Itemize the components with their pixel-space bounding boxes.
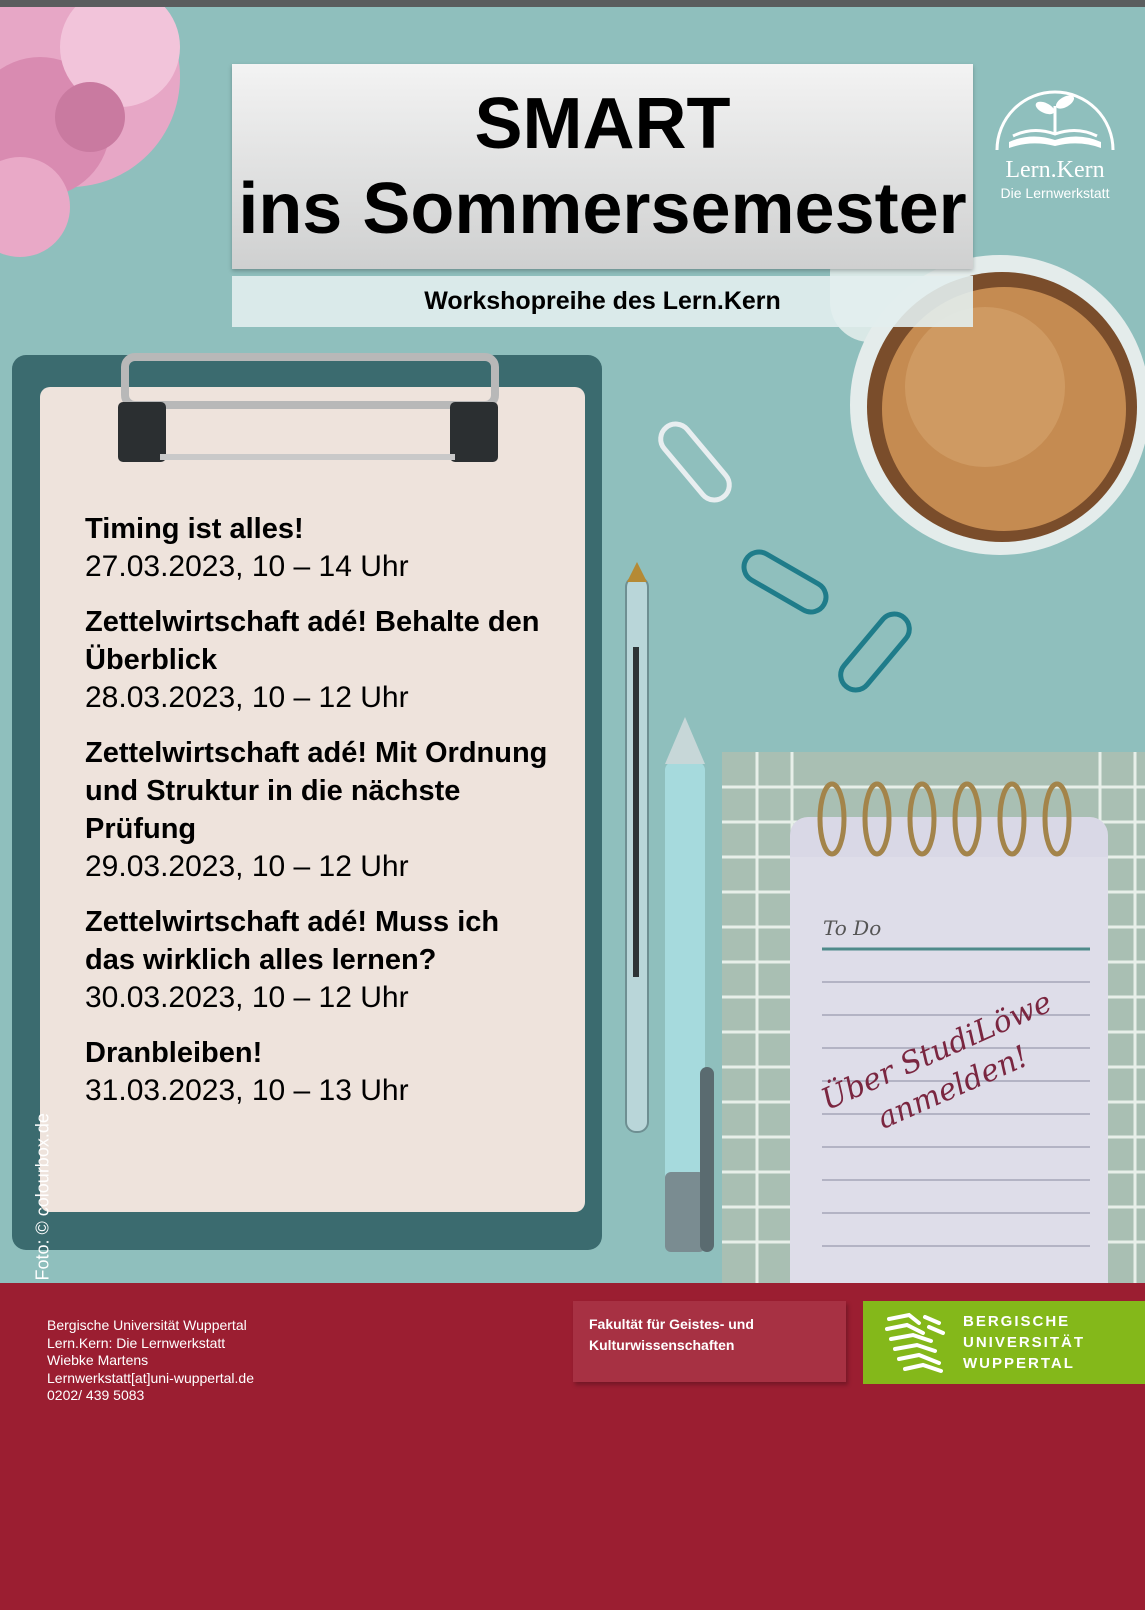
workshop-item [85, 1034, 555, 1110]
contact-phone: 0202/ 439 5083 [47, 1387, 145, 1404]
workshop-date: 29.03.2023, 10 – 12 Uhr [85, 850, 409, 883]
photo-credit: Foto: © colourbox.de [32, 1113, 53, 1281]
contact-email: Lernwerkstatt[at]uni-wuppertal.de [47, 1369, 254, 1386]
workshop-item [85, 903, 555, 1017]
title-line-2: ins Sommersemester [238, 169, 967, 249]
workshop-list [85, 510, 555, 1127]
workshop-item [85, 510, 555, 586]
workshop-title: Zettelwirtschaft adé! Muss ich das wirklich alles lernen? [85, 906, 500, 976]
university-name-line: UNIVERSITÄT [963, 1334, 1086, 1351]
workshop-title: Dranbleiben! [85, 1037, 263, 1069]
title-line-1: SMART [474, 84, 731, 164]
book-with-sprout-icon [993, 80, 1117, 154]
university-name [963, 1311, 1085, 1374]
contact-line: Wiebke Martens [47, 1352, 149, 1369]
title-banner [232, 64, 973, 269]
lion-crest-icon [879, 1309, 949, 1377]
logo-name: Lern.Kern [1005, 157, 1105, 183]
subtitle-banner [232, 276, 973, 327]
lernkern-logo [990, 80, 1120, 220]
faculty-name: Fakultät für Geistes- und Kulturwissenschaften [589, 1316, 754, 1353]
workshop-date: 28.03.2023, 10 – 12 Uhr [85, 681, 409, 714]
footer [0, 1283, 1145, 1610]
top-strip [0, 0, 1145, 7]
university-name-line: WUPPERTAL [963, 1355, 1075, 1372]
workshop-item [85, 603, 555, 717]
contact-line: Lern.Kern: Die Lernwerkstatt [47, 1334, 226, 1351]
workshop-date: 30.03.2023, 10 – 12 Uhr [85, 981, 409, 1014]
contact-line: Bergische Universität Wuppertal [47, 1317, 247, 1333]
contact-block [47, 1317, 254, 1405]
subtitle: Workshopreihe des Lern.Kern [424, 287, 781, 315]
university-logo [863, 1301, 1145, 1384]
registration-note: Über StudiLöwe anmelden! [816, 984, 1058, 1137]
workshop-item [85, 734, 555, 886]
workshop-title: Zettelwirtschaft adé! Behalte den Überblick [85, 606, 540, 676]
workshop-title: Timing ist alles! [85, 513, 304, 545]
faculty-badge [573, 1301, 846, 1382]
university-name-line: BERGISCHE [963, 1313, 1071, 1330]
logo-tagline: Die Lernwerkstatt [1000, 185, 1110, 201]
notepad-image [722, 752, 1145, 1283]
todo-heading: To Do [823, 916, 882, 940]
workshop-date: 31.03.2023, 10 – 13 Uhr [85, 1074, 409, 1107]
workshop-title: Zettelwirtschaft adé! Mit Ordnung und Struktur in die nächste Prüfung [85, 737, 548, 845]
workshop-date: 27.03.2023, 10 – 14 Uhr [85, 550, 409, 583]
